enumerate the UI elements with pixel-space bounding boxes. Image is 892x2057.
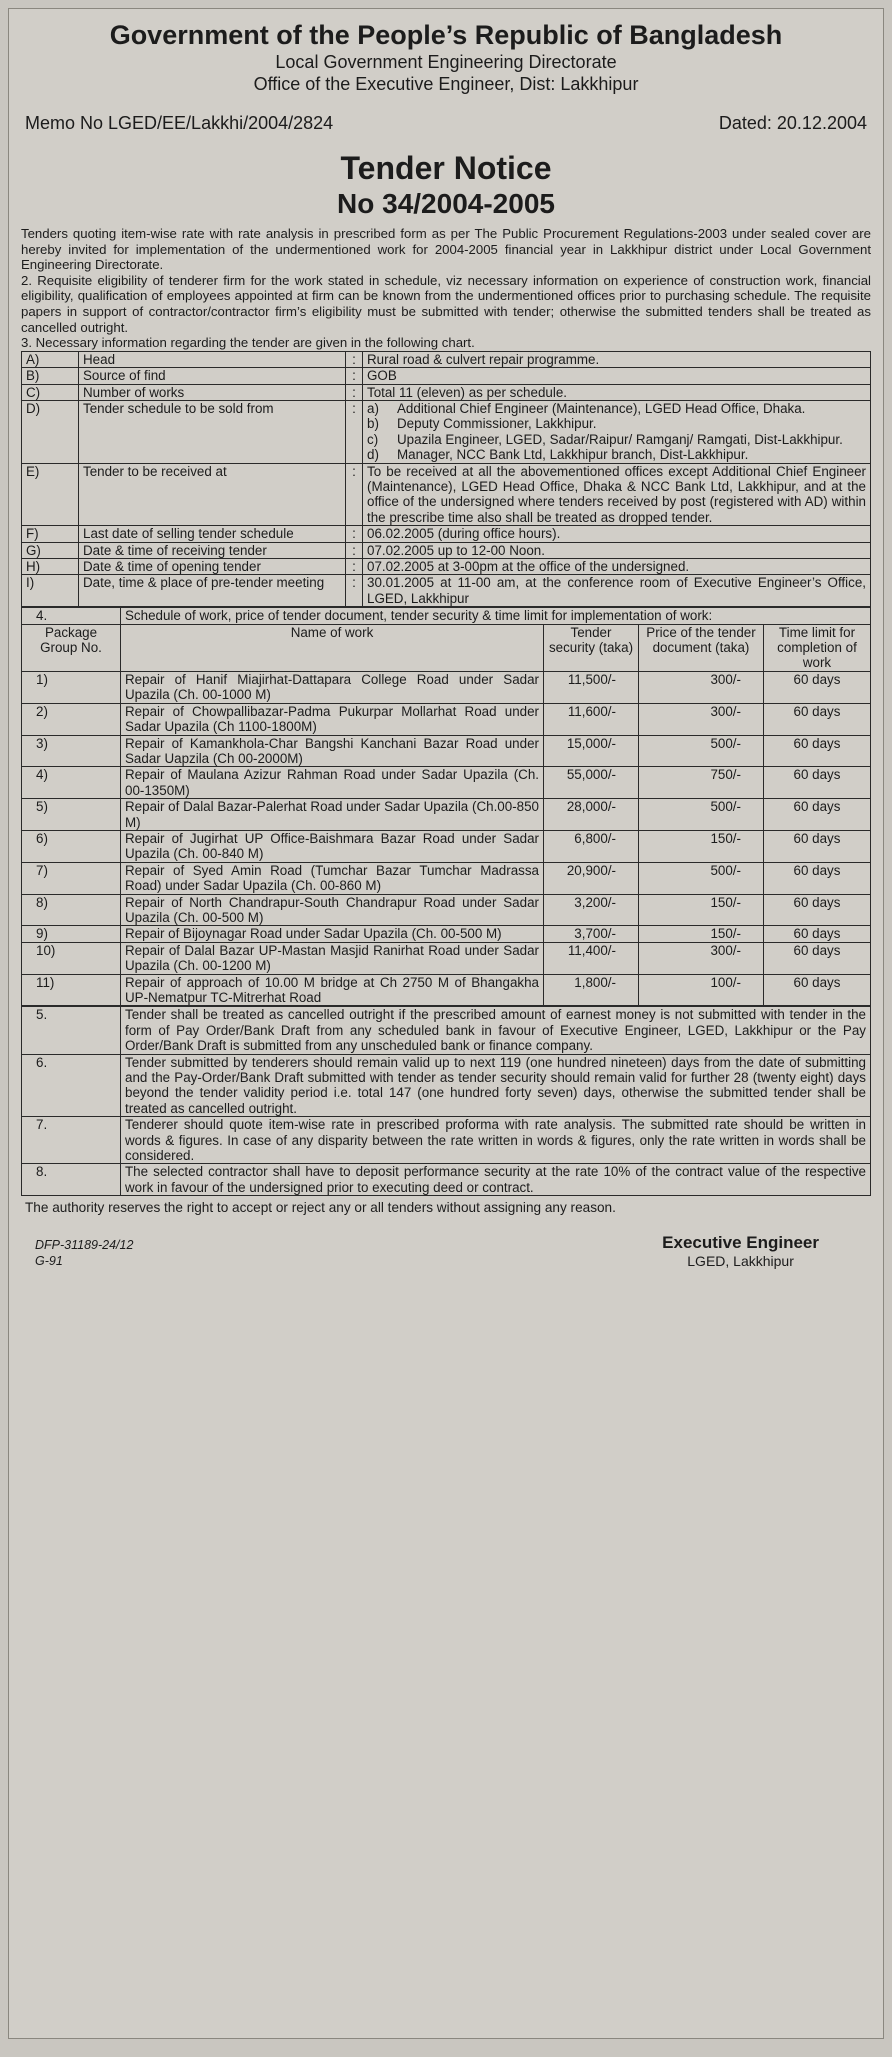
package-number: 7) — [22, 862, 121, 894]
tender-security: 1,800/- — [544, 974, 639, 1006]
info-colon: : — [346, 559, 363, 575]
list-text: Manager, NCC Bank Ltd, Lakkhipur branch, Dist-Lakkhipur. — [397, 447, 749, 463]
info-colon: : — [346, 463, 363, 526]
info-colon: : — [346, 542, 363, 558]
clause-row — [22, 1117, 871, 1164]
time-limit: 60 days — [764, 735, 871, 767]
info-colon: : — [346, 351, 363, 367]
sale-offices-list — [367, 401, 866, 463]
info-row-pre-tender-meeting — [22, 575, 871, 607]
info-key: C) — [22, 384, 79, 400]
government-heading: Government of the People’s Republic of Bangladesh — [109, 20, 783, 50]
signatory-office: LGED, Lakkhipur — [687, 1253, 794, 1270]
info-label: Tender to be received at — [79, 463, 346, 526]
info-colon: : — [346, 384, 363, 400]
clause-row — [22, 1054, 871, 1117]
g-code: G-91 — [35, 1254, 63, 1269]
column-header-security: Tender security (taka) — [544, 624, 639, 671]
tender-security: 15,000/- — [544, 735, 639, 767]
info-key: G) — [22, 542, 79, 558]
work-name: Repair of Kamankhola-Char Bangshi Kanchani Bazar Road under Sadar Uapzila (Ch 00-2000M) — [121, 735, 544, 767]
document-price: 500/- — [639, 735, 764, 767]
info-value: 07.02.2005 at 3-00pm at the office of the undersigned. — [363, 559, 871, 575]
tender-security: 20,900/- — [544, 862, 639, 894]
clause-text: The selected contractor shall have to deposit performance security at the rate 10% of the contract value of the respective work in favour of the undersigned prior to executing deed or contract. — [121, 1164, 871, 1196]
clause-number: 6. — [22, 1054, 121, 1117]
time-limit: 60 days — [764, 862, 871, 894]
info-colon: : — [346, 526, 363, 542]
info-row-sold-from — [22, 400, 871, 463]
info-key: E) — [22, 463, 79, 526]
info-label: Head — [79, 351, 346, 367]
column-header-time: Time limit for completion of work — [764, 624, 871, 671]
package-number: 6) — [22, 830, 121, 862]
work-schedule-table — [21, 607, 871, 1006]
info-label: Number of works — [79, 384, 346, 400]
tender-info-table — [21, 351, 871, 608]
schedule-title-row — [22, 608, 871, 624]
package-number: 1) — [22, 671, 121, 703]
table-row — [22, 703, 871, 735]
intro-paragraph-1: Tenders quoting item-wise rate with rate analysis in prescribed form as per The Public Procurement Regulations-2003 under sealed cover are hereby invited for implementation of the undermentioned work for 2004-2005 financial year in Lakkhipur district under Local Government Engineering Directorate. — [21, 226, 871, 273]
info-value: GOB — [363, 368, 871, 384]
document-price: 150/- — [639, 926, 764, 942]
info-key: I) — [22, 575, 79, 607]
info-key: A) — [22, 351, 79, 367]
info-label: Tender schedule to be sold from — [79, 400, 346, 463]
clause-row — [22, 1007, 871, 1054]
package-number: 2) — [22, 703, 121, 735]
info-row-head — [22, 351, 871, 367]
work-name: Repair of Bijoynagar Road under Sadar Upazila (Ch. 00-500 M) — [121, 926, 544, 942]
intro-paragraph-2: 2. Requisite eligibility of tenderer firm for the work stated in schedule, viz necessary information on experience of construction work, financial eligibility, qualification of employees appointed at firm can be known from the undermentioned offices prior to purchasing schedule. The requisite papers in support of contractor/contractor firm’s eligibility must be submitted with tender; otherwise the submitted tenders shall be treated as cancelled outright. — [21, 272, 871, 335]
package-number: 11) — [22, 974, 121, 1006]
info-label: Source of find — [79, 368, 346, 384]
tender-security: 55,000/- — [544, 767, 639, 799]
time-limit: 60 days — [764, 671, 871, 703]
schedule-number: 4. — [22, 608, 121, 624]
info-value: 06.02.2005 (during office hours). — [363, 526, 871, 542]
table-row — [22, 735, 871, 767]
tender-security: 11,500/- — [544, 671, 639, 703]
package-number: 3) — [22, 735, 121, 767]
clause-text: Tenderer should quote item-wise rate in prescribed proforma with rate analysis. The submitted rate should be written in words & figures. In case of any disparity between the rate written in words & figures, only the rate written in words shall be considered. — [121, 1117, 871, 1164]
time-limit: 60 days — [764, 703, 871, 735]
table-row — [22, 894, 871, 926]
clause-text: Tender submitted by tenderers should remain valid up to next 119 (one hundred nineteen) days from the date of submitting and the Pay-Order/Bank Draft submitted with tender as tender security should remain valid for further 28 (twenty eight) days beyond the tender validity period i.e. total 147 (one hundred forty seven) days, otherwise the submitted tender shall be treated as cancelled outright. — [121, 1054, 871, 1117]
list-item — [367, 447, 866, 462]
directorate-heading: Local Government Engineering Directorate — [275, 52, 617, 72]
info-row-receiving-date — [22, 542, 871, 558]
memo-row — [21, 113, 871, 134]
list-text: Deputy Commissioner, Lakkhipur. — [397, 416, 597, 432]
footer — [21, 1215, 871, 1285]
table-row — [22, 862, 871, 894]
list-marker: c) — [367, 431, 379, 447]
office-heading: Office of the Executive Engineer, Dist: Lakkhipur — [253, 74, 639, 94]
document-price: 500/- — [639, 862, 764, 894]
memo-number: Memo No LGED/EE/Lakkhi/2004/2824 — [25, 113, 334, 133]
tender-security: 3,700/- — [544, 926, 639, 942]
work-name: Repair of approach of 10.00 M bridge at Ch 2750 M of Bhangakha UP-Nematpur TC-Mitrerhat Road — [121, 974, 544, 1006]
work-name: Repair of Syed Amin Road (Tumchar Bazar Tumchar Madrassa Road) under Sadar Upazila (Ch. 00-860 M) — [121, 862, 544, 894]
info-label: Date & time of opening tender — [79, 559, 346, 575]
time-limit: 60 days — [764, 767, 871, 799]
tender-security: 3,200/- — [544, 894, 639, 926]
clause-number: 7. — [22, 1117, 121, 1164]
tender-security: 11,400/- — [544, 942, 639, 974]
list-text: Upazila Engineer, LGED, Sadar/Raipur/ Ramganj/ Ramgati, Dist-Lakkhipur. — [397, 431, 843, 447]
table-row — [22, 767, 871, 799]
notice-number: No 34/2004-2005 — [337, 188, 555, 219]
dfp-number: DFP-31189-24/12 — [35, 1238, 134, 1253]
table-row — [22, 830, 871, 862]
info-label: Date, time & place of pre-tender meeting — [79, 575, 346, 607]
tender-security: 11,600/- — [544, 703, 639, 735]
column-header-price: Price of the tender document (taka) — [639, 624, 764, 671]
info-key: F) — [22, 526, 79, 542]
work-name: Repair of Chowpallibazar-Padma Pukurpar Mollarhat Road under Sadar Upazila (Ch 1100-1800M) — [121, 703, 544, 735]
document-price: 300/- — [639, 703, 764, 735]
notice-title: Tender Notice — [340, 150, 552, 186]
clause-text: Tender shall be treated as cancelled outright if the prescribed amount of earnest money is not submitted with tender in the form of Pay Order/Bank Draft from any scheduled bank in favour of Executive Engineer, LGED, Lakkhipur or the Pay Order/Bank Draft is submitted from any unscheduled bank or finance company. — [121, 1007, 871, 1054]
clause-number: 8. — [22, 1164, 121, 1196]
document-price: 150/- — [639, 894, 764, 926]
tender-security: 28,000/- — [544, 799, 639, 831]
document-price: 300/- — [639, 671, 764, 703]
list-marker: d) — [367, 447, 379, 463]
info-colon: : — [346, 368, 363, 384]
time-limit: 60 days — [764, 799, 871, 831]
signatory-title: Executive Engineer — [662, 1233, 819, 1253]
schedule-body — [22, 671, 871, 1006]
info-colon: : — [346, 400, 363, 463]
schedule-title: Schedule of work, price of tender document, tender security & time limit for implementation of work: — [121, 608, 871, 624]
time-limit: 60 days — [764, 894, 871, 926]
info-row-works — [22, 384, 871, 400]
table-row — [22, 974, 871, 1006]
time-limit: 60 days — [764, 830, 871, 862]
list-item — [367, 432, 866, 447]
table-row — [22, 926, 871, 942]
time-limit: 60 days — [764, 974, 871, 1006]
clauses-body — [22, 1007, 871, 1196]
table-row — [22, 799, 871, 831]
work-name: Repair of Maulana Azizur Rahman Road under Sadar Upazila (Ch. 00-1350M) — [121, 767, 544, 799]
info-row-opening-date — [22, 559, 871, 575]
table-row — [22, 671, 871, 703]
clause-row — [22, 1164, 871, 1196]
clause-number: 5. — [22, 1007, 121, 1054]
info-value: To be received at all the abovementioned offices except Additional Chief Engineer (Maintenance), LGED Head Office, Dhaka & NCC Bank Ltd, Lakkhipur, and at the office of the undersigned where tenders received by post (registered with AD) within the prescribe time also shall be treated as dropped tender. — [363, 463, 871, 526]
document-price: 500/- — [639, 799, 764, 831]
info-value: Rural road & culvert repair programme. — [363, 351, 871, 367]
info-colon: : — [346, 575, 363, 607]
info-row-source — [22, 368, 871, 384]
memo-date: Dated: 20.12.2004 — [718, 113, 867, 133]
clauses-table — [21, 1006, 871, 1196]
package-number: 10) — [22, 942, 121, 974]
schedule-header-row — [22, 624, 871, 671]
work-name: Repair of North Chandrapur-South Chandrapur Road under Sadar Upazila (Ch. 00-500 M) — [121, 894, 544, 926]
package-number: 9) — [22, 926, 121, 942]
info-key: B) — [22, 368, 79, 384]
document-price: 150/- — [639, 830, 764, 862]
list-marker: a) — [367, 400, 379, 416]
info-row-last-selling-date — [22, 526, 871, 542]
list-text: Additional Chief Engineer (Maintenance), LGED Head Office, Dhaka. — [397, 400, 806, 416]
info-key: D) — [22, 400, 79, 463]
intro-paragraph-3: 3. Necessary information regarding the tender are given in the following chart. — [21, 335, 475, 351]
info-value — [363, 400, 871, 463]
info-label: Last date of selling tender schedule — [79, 526, 346, 542]
column-header-group: Package Group No. — [22, 624, 121, 671]
list-item — [367, 416, 866, 431]
work-name: Repair of Jugirhat UP Office-Baishmara Bazar Road under Sadar Upazila (Ch. 00-840 M) — [121, 830, 544, 862]
closing-statement: The authority reserves the right to accept or reject any or all tenders without assigning any reason. — [25, 1200, 616, 1216]
work-name: Repair of Dalal Bazar UP-Mastan Masjid Ranirhat Road under Sadar Upazila (Ch. 00-1200 M) — [121, 942, 544, 974]
list-item — [367, 401, 866, 416]
work-name: Repair of Hanif Miajirhat-Dattapara College Road under Sadar Upazila (Ch. 00-1000 M) — [121, 671, 544, 703]
list-marker: b) — [367, 416, 379, 432]
tender-security: 6,800/- — [544, 830, 639, 862]
time-limit: 60 days — [764, 926, 871, 942]
document-price: 100/- — [639, 974, 764, 1006]
package-number: 5) — [22, 799, 121, 831]
info-value: 07.02.2005 up to 12-00 Noon. — [363, 542, 871, 558]
document-price: 750/- — [639, 767, 764, 799]
info-value: Total 11 (eleven) as per schedule. — [363, 384, 871, 400]
publication-code — [35, 1237, 133, 1269]
column-header-name: Name of work — [121, 624, 544, 671]
package-number: 8) — [22, 894, 121, 926]
document-price: 300/- — [639, 942, 764, 974]
info-row-received-at — [22, 463, 871, 526]
time-limit: 60 days — [764, 942, 871, 974]
info-value: 30.01.2005 at 11-00 am, at the conference room of Executive Engineer’s Office, LGED, Lakkhipur — [363, 575, 871, 607]
work-name: Repair of Dalal Bazar-Palerhat Road under Sadar Upazila (Ch.00-850 M) — [121, 799, 544, 831]
table-row — [22, 942, 871, 974]
info-label: Date & time of receiving tender — [79, 542, 346, 558]
info-key: H) — [22, 559, 79, 575]
package-number: 4) — [22, 767, 121, 799]
signature-block — [662, 1233, 819, 1269]
tender-notice-page — [8, 8, 884, 2039]
